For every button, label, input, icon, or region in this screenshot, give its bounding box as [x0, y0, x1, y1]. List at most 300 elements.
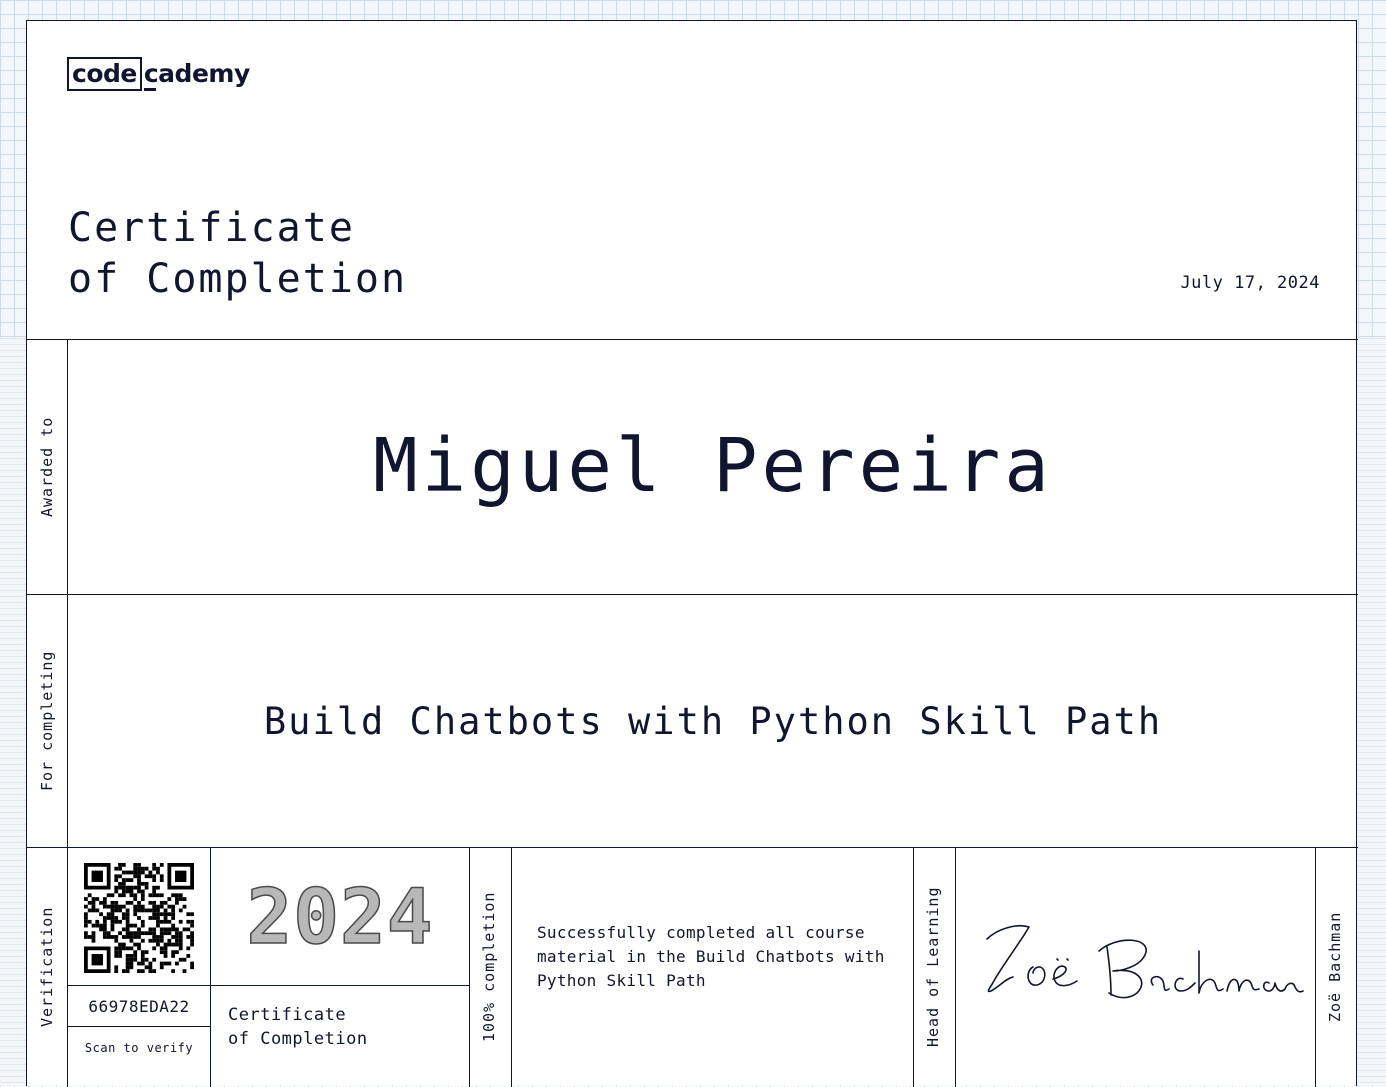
certificate-year: 2024 — [246, 871, 434, 961]
qr-module — [122, 946, 126, 950]
qr-module — [152, 905, 156, 909]
qr-module — [179, 939, 183, 943]
qr-module — [148, 901, 152, 905]
qr-module — [148, 962, 152, 966]
qr-module — [179, 893, 183, 897]
logo-code-box: code — [67, 57, 142, 91]
qr-module — [145, 867, 149, 871]
qr-module — [99, 912, 103, 916]
qr-module — [171, 893, 175, 897]
qr-module — [130, 871, 134, 875]
qr-module — [190, 920, 194, 924]
qr-module — [167, 943, 171, 947]
qr-module — [118, 920, 122, 924]
qr-module — [118, 954, 122, 958]
certificate — [26, 20, 1357, 1086]
qr-module — [137, 874, 141, 878]
qr-module — [122, 927, 126, 931]
qr-module — [179, 909, 183, 913]
qr-module — [152, 863, 156, 867]
qr-module — [141, 893, 145, 897]
qr-module — [114, 890, 118, 894]
qr-module — [84, 912, 88, 916]
qr-module — [175, 935, 179, 939]
qr-module — [148, 965, 152, 969]
qr-module — [126, 954, 130, 958]
qr-module — [111, 909, 115, 913]
qr-module — [118, 886, 122, 890]
qr-module — [122, 912, 126, 916]
qr-module — [156, 905, 160, 909]
qr-module — [95, 920, 99, 924]
qr-module — [145, 931, 149, 935]
divider-description — [913, 847, 914, 1087]
qr-module — [126, 965, 130, 969]
qr-module — [126, 909, 130, 913]
qr-module — [130, 886, 134, 890]
qr-module — [152, 916, 156, 920]
course-name: Build Chatbots with Python Skill Path — [263, 699, 1163, 743]
qr-module — [114, 935, 118, 939]
signer-name-label: Zoë Bachman — [1326, 911, 1344, 1023]
qr-module — [114, 920, 118, 924]
certificate-title-line2: of Completion — [68, 256, 408, 302]
qr-module — [99, 927, 103, 931]
qr-module — [88, 893, 92, 897]
qr-module — [114, 954, 118, 958]
qr-module — [156, 943, 160, 947]
qr-module — [160, 965, 164, 969]
completion-label: 100% completion — [480, 891, 498, 1043]
qr-module — [103, 897, 107, 901]
qr-module — [171, 935, 175, 939]
logo-cursor-mark — [144, 88, 156, 91]
qr-module — [190, 931, 194, 935]
qr-module — [114, 939, 118, 943]
qr-module — [190, 943, 194, 947]
qr-module — [156, 871, 160, 875]
qr-module — [137, 878, 141, 882]
qr-module — [114, 965, 118, 969]
completion-description: Successfully completed all course material in the Build Chatbots with Python Skill Path — [537, 923, 885, 990]
qr-module — [126, 958, 130, 962]
qr-module — [160, 905, 164, 909]
qr-module — [175, 962, 179, 966]
qr-module — [118, 946, 122, 950]
qr-module — [133, 954, 137, 958]
qr-module — [152, 878, 156, 882]
qr-module — [137, 943, 141, 947]
qr-module — [160, 920, 164, 924]
qr-module — [141, 924, 145, 928]
qr-module — [114, 878, 118, 882]
qr-module — [156, 909, 160, 913]
qr-module — [141, 962, 145, 966]
divider-role-label — [955, 847, 956, 1087]
qr-module — [141, 950, 145, 954]
qr-module — [156, 924, 160, 928]
verification-code: 66978EDA22 — [88, 996, 190, 1016]
qr-module — [84, 924, 88, 928]
qr-module — [141, 920, 145, 924]
qr-module — [141, 867, 145, 871]
qr-module — [145, 965, 149, 969]
qr-module — [103, 935, 107, 939]
qr-module — [156, 912, 160, 916]
qr-module — [175, 931, 179, 935]
qr-module — [152, 909, 156, 913]
qr-module — [167, 897, 171, 901]
qr-module — [126, 901, 130, 905]
qr-module — [99, 901, 103, 905]
qr-module — [114, 950, 118, 954]
divider-completion-label — [511, 847, 512, 1087]
qr-module — [92, 901, 96, 905]
qr-module — [160, 962, 164, 966]
awarded-label: Awarded to — [38, 416, 56, 517]
qr-module — [111, 916, 115, 920]
qr-module — [130, 924, 134, 928]
qr-module — [103, 924, 107, 928]
qr-module — [167, 939, 171, 943]
qr-module — [122, 893, 126, 897]
qr-module — [111, 927, 115, 931]
qr-module — [152, 927, 156, 931]
qr-module — [130, 931, 134, 935]
qr-module — [171, 912, 175, 916]
qr-module — [141, 954, 145, 958]
qr-module — [152, 946, 156, 950]
qr-module — [171, 916, 175, 920]
qr-module — [88, 909, 92, 913]
qr-module — [137, 969, 141, 973]
qr-module — [122, 878, 126, 882]
qr-module — [171, 969, 175, 973]
qr-module — [190, 939, 194, 943]
qr-module — [114, 916, 118, 920]
qr-module — [84, 916, 88, 920]
qr-module — [126, 878, 130, 882]
qr-module — [145, 874, 149, 878]
qr-module — [92, 931, 96, 935]
qr-module — [141, 871, 145, 875]
qr-module — [114, 905, 118, 909]
verification-label: Verification — [38, 906, 56, 1028]
qr-module — [92, 924, 96, 928]
qr-module — [148, 927, 152, 931]
qr-module — [167, 905, 171, 909]
qr-module — [122, 890, 126, 894]
qr-module — [156, 916, 160, 920]
qr-module — [130, 962, 134, 966]
completing-label: For completing — [38, 650, 56, 791]
qr-module — [126, 935, 130, 939]
qr-module — [141, 890, 145, 894]
qr-module — [160, 946, 164, 950]
qr-module — [160, 939, 164, 943]
qr-module — [152, 958, 156, 962]
qr-module — [130, 946, 134, 950]
qr-module — [137, 909, 141, 913]
qr-module — [179, 958, 183, 962]
qr-module — [126, 920, 130, 924]
qr-module — [141, 909, 145, 913]
qr-module — [92, 897, 96, 901]
qr-module — [111, 924, 115, 928]
qr-module — [160, 874, 164, 878]
qr-module — [126, 912, 130, 916]
qr-module — [137, 901, 141, 905]
qr-module — [186, 935, 190, 939]
qr-module — [183, 958, 187, 962]
qr-module — [99, 924, 103, 928]
qr-module — [152, 931, 156, 935]
qr-module — [130, 901, 134, 905]
qr-module — [164, 954, 168, 958]
qr-module — [126, 890, 130, 894]
qr-module — [164, 931, 168, 935]
qr-module — [118, 905, 122, 909]
qr-module — [171, 924, 175, 928]
qr-module — [114, 969, 118, 973]
qr-module — [122, 882, 126, 886]
qr-module — [145, 950, 149, 954]
certificate-title-line1: Certificate — [68, 205, 355, 251]
qr-module — [84, 920, 88, 924]
qr-module — [111, 920, 115, 924]
qr-module — [148, 893, 152, 897]
qr-module — [160, 950, 164, 954]
qr-module — [156, 939, 160, 943]
qr-module — [186, 946, 190, 950]
divider-year — [469, 847, 470, 1087]
qr-module — [137, 886, 141, 890]
qr-module — [183, 969, 187, 973]
qr-module — [133, 909, 137, 913]
qr-module — [118, 950, 122, 954]
qr-module — [114, 901, 118, 905]
qr-module — [179, 935, 183, 939]
qr-module — [133, 867, 137, 871]
qr-module — [164, 909, 168, 913]
qr-module — [160, 931, 164, 935]
qr-module — [114, 874, 118, 878]
qr-module — [133, 893, 137, 897]
qr-module — [126, 871, 130, 875]
qr-module — [175, 897, 179, 901]
qr-module — [118, 882, 122, 886]
qr-module — [171, 954, 175, 958]
qr-module — [130, 893, 134, 897]
qr-module — [92, 939, 96, 943]
qr-module — [167, 931, 171, 935]
qr-module — [152, 893, 156, 897]
qr-module — [160, 901, 164, 905]
qr-code[interactable] — [84, 863, 194, 973]
qr-module — [164, 916, 168, 920]
codecademy-logo — [67, 57, 250, 91]
qr-module — [164, 927, 168, 931]
qr-module — [152, 874, 156, 878]
qr-module — [190, 912, 194, 916]
qr-module — [171, 927, 175, 931]
qr-module — [156, 920, 160, 924]
qr-module — [118, 874, 122, 878]
qr-module — [133, 958, 137, 962]
qr-module — [141, 905, 145, 909]
qr-module — [164, 901, 168, 905]
qr-module — [122, 943, 126, 947]
qr-module — [130, 939, 134, 943]
qr-module — [152, 886, 156, 890]
qr-module — [183, 897, 187, 901]
qr-module — [171, 909, 175, 913]
qr-module — [137, 931, 141, 935]
qr-module — [118, 931, 122, 935]
qr-module — [137, 916, 141, 920]
qr-module — [190, 935, 194, 939]
qr-module — [179, 943, 183, 947]
qr-module — [148, 909, 152, 913]
qr-module — [175, 927, 179, 931]
qr-module — [186, 920, 190, 924]
certificate-small-title — [228, 1003, 368, 1051]
qr-module — [183, 905, 187, 909]
qr-module — [88, 920, 92, 924]
qr-module — [95, 909, 99, 913]
qr-module — [88, 935, 92, 939]
qr-module — [84, 935, 88, 939]
signer-role-label: Head of Learning — [924, 886, 942, 1048]
qr-module — [111, 905, 115, 909]
qr-module — [152, 912, 156, 916]
qr-module — [160, 927, 164, 931]
qr-module — [130, 965, 134, 969]
qr-module — [111, 935, 115, 939]
qr-module — [141, 897, 145, 901]
qr-module — [141, 939, 145, 943]
qr-module — [133, 935, 137, 939]
qr-module — [133, 912, 137, 916]
small-title-line1: Certificate — [228, 1005, 347, 1025]
qr-module — [92, 935, 96, 939]
qr-module — [118, 909, 122, 913]
logo-cademy — [142, 59, 250, 89]
qr-module — [148, 916, 152, 920]
qr-module — [107, 905, 111, 909]
qr-module — [179, 897, 183, 901]
qr-module — [141, 958, 145, 962]
qr-module — [107, 931, 111, 935]
qr-module — [171, 905, 175, 909]
qr-module — [156, 893, 160, 897]
qr-module — [137, 871, 141, 875]
qr-module — [126, 916, 130, 920]
qr-module — [148, 931, 152, 935]
qr-module — [130, 878, 134, 882]
qr-module — [175, 950, 179, 954]
qr-module — [126, 886, 130, 890]
qr-module — [145, 886, 149, 890]
qr-module — [92, 905, 96, 909]
qr-module — [130, 935, 134, 939]
qr-module — [186, 912, 190, 916]
qr-module — [164, 950, 168, 954]
qr-module — [126, 924, 130, 928]
qr-module — [190, 924, 194, 928]
qr-module — [137, 882, 141, 886]
qr-module — [167, 912, 171, 916]
issue-date: July 17, 2024 — [1180, 273, 1320, 293]
qr-module — [114, 886, 118, 890]
qr-module — [103, 905, 107, 909]
qr-module — [148, 969, 152, 973]
qr-module — [133, 863, 137, 867]
qr-module — [148, 871, 152, 875]
qr-module — [164, 912, 168, 916]
qr-module — [164, 920, 168, 924]
qr-module — [148, 874, 152, 878]
qr-module — [111, 901, 115, 905]
qr-module — [122, 886, 126, 890]
qr-module — [137, 867, 141, 871]
qr-module — [122, 916, 126, 920]
qr-module — [126, 931, 130, 935]
qr-module — [175, 893, 179, 897]
qr-module — [152, 867, 156, 871]
qr-module — [137, 927, 141, 931]
qr-module — [183, 927, 187, 931]
qr-module — [133, 931, 137, 935]
qr-module — [137, 863, 141, 867]
qr-module — [133, 924, 137, 928]
qr-module — [95, 897, 99, 901]
qr-module — [103, 916, 107, 920]
qr-module — [160, 893, 164, 897]
qr-module — [107, 935, 111, 939]
qr-module — [103, 931, 107, 935]
qr-module — [175, 943, 179, 947]
qr-module — [107, 912, 111, 916]
qr-module — [145, 958, 149, 962]
qr-module — [107, 916, 111, 920]
qr-module — [118, 863, 122, 867]
qr-module — [84, 931, 88, 935]
logo-cademy-text: cademy — [143, 59, 250, 88]
qr-module — [152, 939, 156, 943]
qr-module — [126, 962, 130, 966]
qr-module — [171, 950, 175, 954]
qr-module — [130, 958, 134, 962]
qr-module — [186, 954, 190, 958]
qr-module — [126, 969, 130, 973]
qr-module — [103, 901, 107, 905]
qr-module — [145, 882, 149, 886]
qr-module — [107, 893, 111, 897]
qr-module — [167, 962, 171, 966]
qr-module — [114, 946, 118, 950]
qr-module — [111, 893, 115, 897]
qr-module — [103, 927, 107, 931]
qr-module — [145, 909, 149, 913]
qr-module — [95, 924, 99, 928]
qr-module — [179, 946, 183, 950]
qr-module — [122, 871, 126, 875]
qr-module — [152, 969, 156, 973]
qr-module — [164, 946, 168, 950]
qr-module — [88, 901, 92, 905]
qr-module — [152, 901, 156, 905]
